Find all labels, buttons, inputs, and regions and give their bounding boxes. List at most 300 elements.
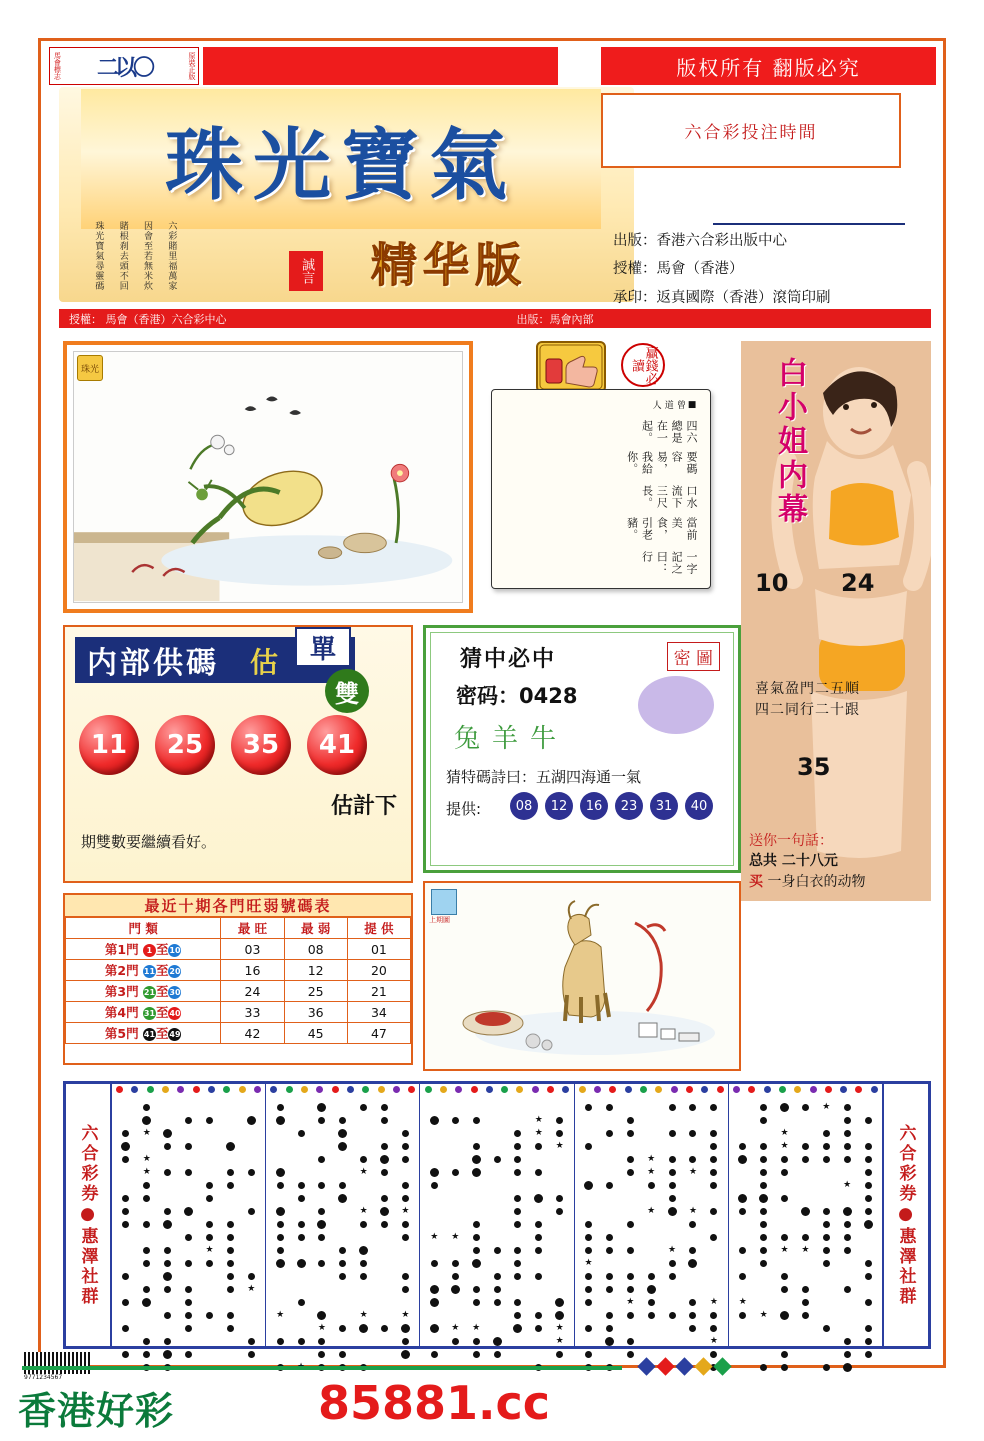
dot-marker	[318, 1156, 325, 1163]
star-marker: ★	[647, 1206, 656, 1216]
dot-marker	[710, 1208, 717, 1215]
empty-cell	[355, 1115, 373, 1125]
star-marker: ★	[451, 1323, 460, 1333]
star-marker: ★	[430, 1232, 439, 1242]
dot-marker	[248, 1208, 255, 1215]
empty-cell	[488, 1102, 506, 1112]
dot-marker	[556, 1117, 563, 1124]
dot-marker	[864, 1220, 873, 1229]
dot-marker	[143, 1260, 150, 1267]
model-note-line1: 送你一句話：	[749, 833, 833, 849]
empty-cell	[817, 1115, 835, 1125]
zodiac-icon: 羊	[492, 724, 531, 754]
dot-marker	[669, 1182, 676, 1189]
dot-marker	[227, 1182, 234, 1189]
star-marker: ★	[142, 1154, 151, 1164]
dot-marker	[317, 1220, 326, 1229]
empty-cell	[138, 1141, 156, 1151]
dot-marker	[185, 1299, 192, 1306]
publisher-line: 承印：返真國際（香港）滾筒印刷	[613, 289, 831, 306]
dot-marker	[143, 1247, 150, 1254]
dot-marker	[801, 1207, 810, 1216]
dot-cell	[221, 1323, 239, 1333]
gate-cell: 第3門 21至30	[66, 981, 221, 1002]
empty-cell	[838, 1323, 856, 1333]
dot-cell	[313, 1310, 331, 1320]
dot-cell	[242, 1271, 260, 1281]
dot-cell	[313, 1102, 331, 1112]
dot-marker	[739, 1273, 746, 1280]
dot-marker	[297, 1259, 306, 1268]
empty-cell	[734, 1232, 752, 1242]
empty-cell	[530, 1297, 548, 1307]
empty-cell	[509, 1115, 527, 1125]
provide-ball: 23	[615, 792, 643, 820]
dot-marker	[185, 1234, 192, 1241]
empty-cell	[488, 1193, 506, 1203]
dot-cell	[425, 1167, 443, 1177]
dot-marker	[585, 1273, 592, 1280]
dot-marker	[402, 1273, 409, 1280]
dot-cell	[180, 1323, 198, 1333]
dot-cell	[551, 1349, 569, 1359]
color-dot-icon	[177, 1086, 184, 1093]
empty-cell	[180, 1180, 198, 1190]
empty-cell	[221, 1128, 239, 1138]
dot-cell	[376, 1154, 394, 1164]
dot-marker	[473, 1221, 480, 1228]
empty-cell	[600, 1167, 618, 1177]
empty-cell	[180, 1193, 198, 1203]
dot-cell	[425, 1180, 443, 1190]
dot-cell	[509, 1258, 527, 1268]
empty-cell	[755, 1336, 773, 1346]
dot-marker	[760, 1104, 767, 1111]
dot-marker	[277, 1247, 284, 1254]
cold-cell: 36	[284, 1002, 347, 1023]
dot-cell	[446, 1258, 464, 1268]
dot-marker	[318, 1117, 325, 1124]
empty-cell	[271, 1193, 289, 1203]
dot-cell	[159, 1284, 177, 1294]
empty-cell	[642, 1115, 660, 1125]
empty-cell	[859, 1245, 877, 1255]
slogan-column: 賭根刹去頭不回	[117, 221, 128, 291]
empty-cell	[117, 1310, 135, 1320]
empty-cell	[551, 1284, 569, 1294]
dot-marker	[780, 1311, 789, 1320]
slogan-column: 珠光寶氣尋靈碼	[93, 221, 104, 291]
scroll-section	[481, 341, 731, 621]
star-marker: ★	[688, 1206, 698, 1216]
dot-marker	[585, 1325, 592, 1332]
dot-marker	[514, 1260, 521, 1267]
star-marker: ★	[401, 1310, 410, 1320]
deer-illustration-svg	[425, 883, 739, 1069]
dot-cell	[425, 1115, 443, 1125]
dot-cell	[221, 1310, 239, 1320]
dot-cell	[201, 1219, 219, 1229]
dot-cell	[530, 1232, 548, 1242]
dot-marker	[185, 1312, 192, 1319]
signature-circle	[638, 676, 714, 734]
dot-cell	[838, 1284, 856, 1294]
empty-cell	[600, 1258, 618, 1268]
empty-cell	[242, 1128, 260, 1138]
dot-cell	[180, 1310, 198, 1320]
dot-marker	[669, 1130, 676, 1137]
empty-cell	[376, 1271, 394, 1281]
empty-cell	[600, 1206, 618, 1216]
table-header-row	[66, 918, 411, 939]
dot-cell	[530, 1271, 548, 1281]
dot-cell	[859, 1180, 877, 1190]
star-marker: ★	[555, 1336, 564, 1346]
dot-cell	[376, 1193, 394, 1203]
empty-cell	[551, 1232, 569, 1242]
dot-cell	[734, 1271, 752, 1281]
color-dot-icon	[717, 1086, 724, 1093]
dot-marker	[844, 1117, 851, 1124]
slogan-column: 六彩賭里福萬家	[166, 221, 177, 291]
empty-cell	[425, 1206, 443, 1216]
empty-cell	[684, 1180, 702, 1190]
dot-marker	[339, 1247, 346, 1254]
color-dot-icon	[547, 1086, 554, 1093]
color-dot-icon	[425, 1086, 432, 1093]
empty-cell	[796, 1193, 814, 1203]
dot-marker	[823, 1208, 830, 1215]
dot-marker	[844, 1286, 851, 1293]
dot-marker	[339, 1182, 346, 1189]
dot-cell	[859, 1141, 877, 1151]
dot-marker	[206, 1260, 213, 1267]
provide-ball: 31	[650, 792, 678, 820]
color-dot-icon	[239, 1086, 246, 1093]
empty-cell	[817, 1336, 835, 1346]
model-footer-note	[749, 831, 929, 892]
empty-cell	[242, 1245, 260, 1255]
empty-cell	[355, 1232, 373, 1242]
empty-cell	[425, 1193, 443, 1203]
dot-marker	[472, 1259, 481, 1268]
empty-cell	[755, 1284, 773, 1294]
dot-cell	[684, 1219, 702, 1229]
dot-marker	[277, 1338, 284, 1345]
table-header-cell: 最 弱	[284, 918, 347, 939]
dot-marker	[760, 1208, 767, 1215]
empty-cell	[734, 1284, 752, 1294]
empty-cell	[551, 1102, 569, 1112]
dot-cell	[201, 1258, 219, 1268]
empty-cell	[530, 1102, 548, 1112]
empty-cell	[271, 1323, 289, 1333]
empty-cell	[838, 1297, 856, 1307]
empty-cell	[817, 1297, 835, 1307]
buy-label: 买	[749, 873, 763, 890]
dot-marker	[359, 1324, 368, 1333]
dot-cell	[425, 1323, 443, 1333]
dot-cell	[292, 1180, 310, 1190]
color-dot-icon	[486, 1086, 493, 1093]
dot-marker	[227, 1247, 234, 1254]
dot-cell	[397, 1154, 415, 1164]
cold-cell: 25	[284, 981, 347, 1002]
empty-cell	[663, 1141, 681, 1151]
dot-cell	[221, 1271, 239, 1281]
dot-cell	[755, 1206, 773, 1216]
number-ball: 11	[79, 715, 139, 775]
empty-cell	[376, 1284, 394, 1294]
table-row	[66, 1002, 411, 1023]
empty-cell	[580, 1115, 598, 1125]
dot-cell	[600, 1336, 618, 1346]
number-ball: 41	[307, 715, 367, 775]
empty-cell	[509, 1232, 527, 1242]
dot-cell	[397, 1284, 415, 1294]
dot-marker	[122, 1130, 129, 1137]
dot-cell	[859, 1193, 877, 1203]
dot-marker	[143, 1338, 150, 1345]
color-dot-icon	[655, 1086, 662, 1093]
empty-cell	[817, 1180, 835, 1190]
empty-cell	[334, 1284, 352, 1294]
dot-marker	[402, 1195, 409, 1202]
empty-cell	[313, 1271, 331, 1281]
dot-cell	[684, 1310, 702, 1320]
hot-cell: 16	[221, 960, 284, 981]
empty-cell	[488, 1167, 506, 1177]
star-marker: ★	[359, 1206, 368, 1216]
dot-cell	[334, 1115, 352, 1125]
empty-cell	[776, 1258, 794, 1268]
empty-cell	[221, 1102, 239, 1112]
dot-marker	[823, 1247, 830, 1254]
empty-cell	[488, 1141, 506, 1151]
empty-cell	[201, 1336, 219, 1346]
dot-marker	[865, 1156, 872, 1163]
dot-marker	[402, 1338, 409, 1345]
dot-cell	[313, 1232, 331, 1242]
dot-cell	[796, 1297, 814, 1307]
dot-cell	[397, 1193, 415, 1203]
color-dot-icon	[471, 1086, 478, 1093]
empty-cell	[684, 1284, 702, 1294]
hot-cold-table	[65, 917, 411, 1044]
dot-cell	[796, 1102, 814, 1112]
empty-cell	[755, 1349, 773, 1359]
empty-cell	[509, 1336, 527, 1346]
publisher-info	[613, 227, 831, 312]
dot-marker	[627, 1338, 634, 1345]
dots-column	[575, 1084, 729, 1346]
dot-marker	[865, 1182, 872, 1189]
dot-marker	[689, 1312, 696, 1319]
empty-cell	[180, 1128, 198, 1138]
dot-cell	[509, 1323, 527, 1333]
masthead-logo	[49, 47, 199, 85]
empty-cell	[755, 1128, 773, 1138]
dot-marker	[627, 1351, 634, 1358]
empty-cell	[446, 1128, 464, 1138]
dot-cell	[117, 1154, 135, 1164]
dot-cell	[509, 1167, 527, 1177]
star-marker: ★	[780, 1245, 789, 1255]
empty-cell	[859, 1128, 877, 1138]
dot-marker	[760, 1364, 767, 1371]
empty-cell	[292, 1245, 310, 1255]
dot-marker	[710, 1143, 717, 1150]
empty-cell	[313, 1245, 331, 1255]
dot-cell	[817, 1154, 835, 1164]
dot-cell	[376, 1102, 394, 1112]
empty-cell	[488, 1128, 506, 1138]
dot-cell	[180, 1206, 198, 1216]
provide-balls	[510, 792, 713, 820]
color-dot-icon	[393, 1086, 400, 1093]
dot-cell	[159, 1167, 177, 1177]
star-marker: ★	[709, 1336, 718, 1346]
betting-time-box: 六合彩投注時間	[601, 93, 901, 168]
dot-marker	[298, 1130, 305, 1137]
scroll-line: 要碼容易，我給你。	[625, 450, 698, 475]
provide-ball: 12	[545, 792, 573, 820]
dot-cell	[334, 1141, 352, 1151]
empty-cell	[600, 1349, 618, 1359]
dot-marker	[648, 1299, 655, 1306]
dot-marker	[430, 1285, 439, 1294]
dot-cell	[355, 1219, 373, 1229]
dot-marker	[823, 1234, 830, 1241]
cold-cell: 12	[284, 960, 347, 981]
dot-marker	[381, 1143, 388, 1150]
cold-cell: 45	[284, 1023, 347, 1044]
dot-cell	[271, 1232, 289, 1242]
color-dot-icon	[147, 1086, 154, 1093]
dot-cell	[580, 1219, 598, 1229]
provide-cell: 21	[347, 981, 410, 1002]
dot-cell	[509, 1128, 527, 1138]
empty-cell	[221, 1115, 239, 1125]
dot-cell	[138, 1102, 156, 1112]
scroll-paper	[491, 389, 711, 589]
empty-cell	[271, 1128, 289, 1138]
dot-cell	[859, 1154, 877, 1164]
dot-marker	[606, 1273, 613, 1280]
dot-cell	[551, 1206, 569, 1216]
dot-cell	[117, 1128, 135, 1138]
empty-cell	[663, 1284, 681, 1294]
dot-marker	[688, 1259, 697, 1268]
dot-marker	[535, 1247, 542, 1254]
empty-cell	[551, 1258, 569, 1268]
empty-cell	[796, 1349, 814, 1359]
footer-url[interactable]: 85881.cc	[318, 1376, 551, 1430]
dot-cell	[734, 1141, 752, 1151]
buy-target: 一身白衣的动物	[767, 873, 866, 890]
dot-marker	[514, 1312, 521, 1319]
dot-cell	[467, 1219, 485, 1229]
empty-cell	[446, 1141, 464, 1151]
dot-cell	[221, 1219, 239, 1229]
dot-marker	[185, 1117, 192, 1124]
empty-cell	[138, 1206, 156, 1216]
dot-cell	[684, 1297, 702, 1307]
dot-cell	[796, 1154, 814, 1164]
dot-marker	[865, 1351, 872, 1358]
empty-cell	[242, 1141, 260, 1151]
color-dot-icon	[579, 1086, 586, 1093]
dot-marker	[452, 1260, 459, 1267]
empty-cell	[397, 1167, 415, 1177]
dot-cell	[159, 1141, 177, 1151]
hot-cell: 33	[221, 1002, 284, 1023]
dot-marker	[802, 1156, 809, 1163]
dot-cell	[221, 1167, 239, 1177]
empty-cell	[838, 1271, 856, 1281]
dot-marker	[360, 1221, 367, 1228]
dot-marker	[627, 1130, 634, 1137]
dot-cell	[488, 1245, 506, 1255]
dot-cell	[425, 1258, 443, 1268]
empty-cell	[705, 1284, 723, 1294]
color-dot-icon	[440, 1086, 447, 1093]
dot-cell	[621, 1336, 639, 1346]
dot-marker	[865, 1169, 872, 1176]
dot-cell	[467, 1167, 485, 1177]
dot-marker	[555, 1311, 564, 1320]
color-dot-icon	[779, 1086, 786, 1093]
dot-marker	[185, 1260, 192, 1267]
dot-cell	[313, 1154, 331, 1164]
empty-cell	[271, 1141, 289, 1151]
dot-marker	[585, 1234, 592, 1241]
page-subtitle: 精华版	[371, 238, 527, 292]
dot-cell	[838, 1219, 856, 1229]
dot-cell	[600, 1271, 618, 1281]
dot-cell	[334, 1193, 352, 1203]
empty-cell	[201, 1349, 219, 1359]
empty-cell	[117, 1258, 135, 1268]
color-dot-icon	[286, 1086, 293, 1093]
copyright-banner: 版权所有 翻版必究	[601, 47, 936, 85]
empty-cell	[425, 1141, 443, 1151]
dot-marker	[227, 1286, 234, 1293]
dot-cell	[580, 1245, 598, 1255]
empty-cell	[859, 1102, 877, 1112]
dot-cell	[355, 1271, 373, 1281]
dot-cell	[117, 1349, 135, 1359]
dot-cell	[159, 1219, 177, 1229]
empty-cell	[530, 1154, 548, 1164]
empty-cell	[488, 1180, 506, 1190]
dot-cell	[530, 1167, 548, 1177]
dot-cell	[446, 1115, 464, 1125]
empty-cell	[642, 1128, 660, 1138]
dot-marker	[338, 1194, 347, 1203]
dot-marker	[865, 1325, 872, 1332]
dot-cell	[201, 1115, 219, 1125]
dot-cell	[663, 1271, 681, 1281]
empty-cell	[509, 1349, 527, 1359]
empty-cell	[734, 1323, 752, 1333]
dot-marker	[381, 1325, 388, 1332]
star-marker: ★	[472, 1323, 481, 1333]
dot-cell	[313, 1349, 331, 1359]
internal-numbers-title-text: 内部供碼	[87, 646, 219, 681]
empty-cell	[684, 1115, 702, 1125]
guess-panel	[423, 625, 741, 873]
